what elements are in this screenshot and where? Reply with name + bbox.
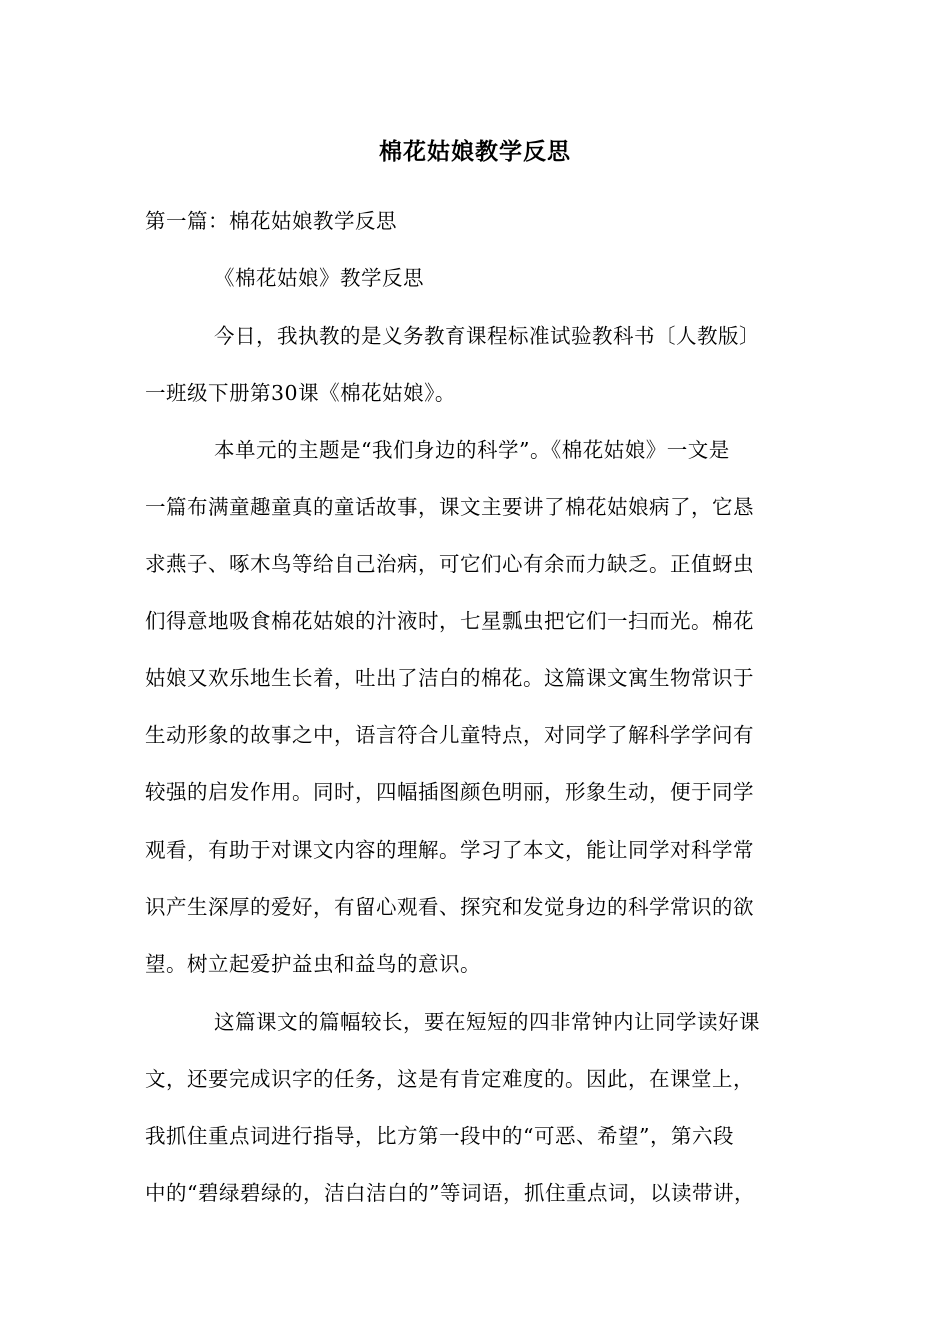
paragraph-line: 本单元的主题是“我们身边的科学”。《棉花姑娘》一文是: [214, 438, 730, 462]
document-title: 棉花姑娘教学反思: [379, 138, 571, 165]
paragraph-line: 这篇课文的篇幅较长，要在短短的四非常钟内让同学读好课: [214, 1010, 760, 1034]
paragraph-line: 今日，我执教的是义务教育课程标准试验教科书〔人教版〕: [214, 324, 760, 348]
paragraph-line: 文，还要完成识字的任务，这是有肯定难度的。因此，在课堂上，: [145, 1067, 754, 1091]
section-heading: 第一篇：棉花姑娘教学反思: [145, 209, 397, 233]
paragraph-line: 生动形象的故事之中，语言符合儿童特点，对同学了解科学学问有: [145, 723, 754, 747]
article-subtitle: 《棉花姑娘》教学反思: [214, 266, 424, 290]
paragraph-line: 一篇布满童趣童真的童话故事，课文主要讲了棉花姑娘病了，它恳: [145, 495, 754, 519]
paragraph-line: 我抓住重点词进行指导，比方第一段中的“可恶、希望”，第六段: [145, 1124, 734, 1148]
paragraph-line: 姑娘又欢乐地生长着，吐出了洁白的棉花。这篇课文寓生物常识于: [145, 666, 754, 690]
paragraph-line: 求燕子、啄木鸟等给自己治病，可它们心有余而力缺乏。正值蚜虫: [145, 552, 754, 576]
paragraph-line: 中的“碧绿碧绿的，洁白洁白的”等词语，抓住重点词，以读带讲，: [145, 1181, 755, 1205]
paragraph-line: 望。树立起爱护益虫和益鸟的意识。: [145, 952, 481, 976]
paragraph-line: 一班级下册第30课《棉花姑娘》。: [145, 381, 456, 405]
paragraph-line: 观看，有助于对课文内容的理解。学习了本文，能让同学对科学常: [145, 838, 754, 862]
paragraph-line: 们得意地吸食棉花姑娘的汁液时，七星瓢虫把它们一扫而光。棉花: [145, 609, 754, 633]
paragraph-line: 识产生深厚的爱好，有留心观看、探究和发觉身边的科学常识的欲: [145, 895, 754, 919]
paragraph-line: 较强的启发作用。同时，四幅插图颜色明丽，形象生动，便于同学: [145, 780, 754, 804]
